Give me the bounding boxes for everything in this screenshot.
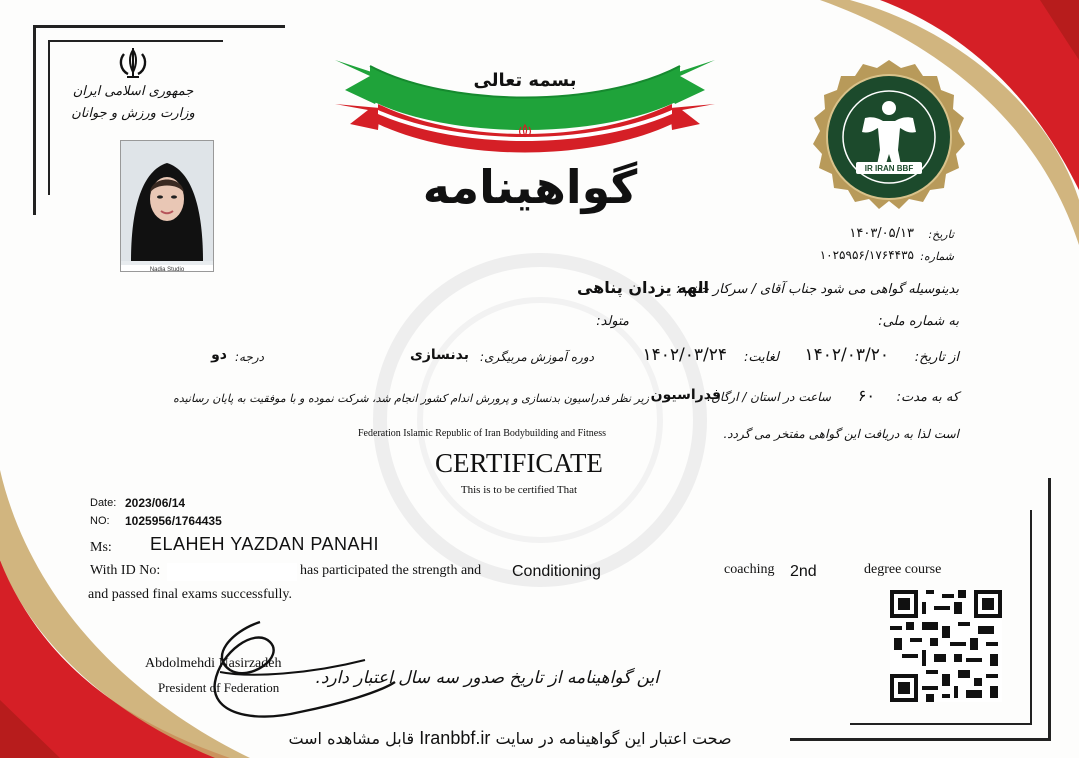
ministry-line-2: وزارت ورزش و جوانان bbox=[71, 106, 195, 121]
frame-line bbox=[1048, 478, 1051, 740]
redacted-id bbox=[167, 563, 297, 581]
fa-date-label: تاریخ: bbox=[928, 228, 954, 241]
footer-after: قابل مشاهده است bbox=[288, 729, 415, 748]
footer-before: صحت اعتبار این گواهینامه در سایت bbox=[495, 729, 732, 748]
en-date-label: Date: bbox=[90, 497, 117, 509]
footer-note bbox=[250, 728, 770, 749]
en-date-value: 2023/06/14 bbox=[125, 496, 186, 510]
fa-born-label: متولد: bbox=[596, 314, 629, 329]
en-holder-name: ELAHEH YAZDAN PANAHI bbox=[150, 534, 380, 554]
frame-line bbox=[1030, 510, 1032, 725]
en-title: CERTIFICATE bbox=[435, 448, 603, 478]
fa-hours: ۶۰ bbox=[857, 386, 875, 405]
fa-course-value: بدنسازی bbox=[410, 347, 469, 363]
en-with-id: With ID No: bbox=[90, 563, 161, 578]
fa-from-label: از تاریخ: bbox=[914, 350, 959, 365]
en-position: President of Federation bbox=[158, 680, 280, 695]
flag-ribbon bbox=[330, 48, 720, 154]
en-signatory: Abdolmehdi Nasirzadeh bbox=[145, 656, 282, 671]
fa-course-label: دوره آموزش مربیگری: bbox=[480, 350, 594, 364]
en-passed: and passed final exams successfully. bbox=[88, 587, 292, 602]
en-federation: Federation Islamic Republic of Iran Bodybuilding and Fitness bbox=[358, 428, 607, 439]
ministry-line-1: جمهوری اسلامی ایران bbox=[72, 84, 194, 99]
portrait-image bbox=[121, 141, 213, 261]
frame-line bbox=[33, 25, 285, 28]
fa-id-label: به شماره ملی: bbox=[878, 314, 959, 329]
en-degree: 2nd bbox=[790, 563, 817, 580]
frame-line bbox=[850, 723, 1032, 725]
en-coaching: coaching bbox=[724, 562, 775, 577]
photo-caption: Nadia Studio bbox=[121, 265, 213, 272]
fa-hours-suffix: ساعت در استان / ارگان: bbox=[707, 390, 831, 404]
fa-holder-name: الهه یزدان پناهی bbox=[576, 278, 709, 297]
holder-photo bbox=[120, 140, 214, 272]
fa-degree-label: درجه: bbox=[234, 350, 264, 364]
fa-validity: این گواهینامه از تاریخ صدور سه سال اعتبار دارد. bbox=[315, 668, 659, 688]
fa-supervision: زیر نظر فدراسیون بدنسازی و پرورش اندام کشور انجام شد، شرکت نموده و با موفقیت به پایان رسانیده bbox=[173, 392, 649, 405]
federation-seal bbox=[810, 58, 968, 216]
fa-duration-label: که به مدت: bbox=[896, 390, 959, 405]
fa-to-value: ۱۴۰۲/۰۳/۲۴ bbox=[642, 345, 727, 365]
en-ms-label: Ms: bbox=[90, 540, 112, 555]
en-participated: has participated the strength and bbox=[300, 563, 482, 578]
en-no-label: NO: bbox=[90, 515, 110, 527]
en-subtitle: This is to be certified That bbox=[460, 484, 578, 496]
page-title: گواهینامه bbox=[422, 160, 638, 214]
fa-number-label: شماره: bbox=[920, 250, 954, 263]
en-no-value: 1025956/1764435 bbox=[125, 514, 222, 528]
footer-site-link[interactable]: Iranbbf.ir bbox=[419, 728, 491, 748]
basmala: بسمه تعالی bbox=[473, 70, 577, 91]
frame-line bbox=[48, 40, 223, 42]
en-degree-course: degree course bbox=[864, 562, 942, 577]
iran-emblem-icon bbox=[115, 46, 151, 80]
en-field: Conditioning bbox=[512, 563, 601, 580]
fa-number-value: ۱۰۲۵۹۵۶/۱۷۶۴۴۳۵ bbox=[819, 248, 914, 262]
frame-line bbox=[790, 738, 1051, 741]
fa-degree-value: دو bbox=[211, 347, 227, 363]
fa-date-value: ۱۴۰۳/۰۵/۱۳ bbox=[849, 226, 914, 241]
frame-line bbox=[48, 40, 50, 195]
fa-to-label: لغایت: bbox=[744, 350, 779, 365]
fa-line1-prefix: بدینوسیله گواهی می شود جناب آقای / سرکار خانم : bbox=[675, 282, 959, 297]
fa-from-value: ۱۴۰۲/۰۳/۲۰ bbox=[804, 345, 889, 365]
seal-text: IR IRAN BBF bbox=[864, 164, 914, 173]
fa-closing: است لذا به دریافت این گواهی مفتخر می گردد. bbox=[723, 427, 959, 441]
fa-org-value: فدراسیون bbox=[650, 387, 721, 403]
qr-code bbox=[890, 590, 1002, 702]
frame-line bbox=[33, 25, 36, 215]
